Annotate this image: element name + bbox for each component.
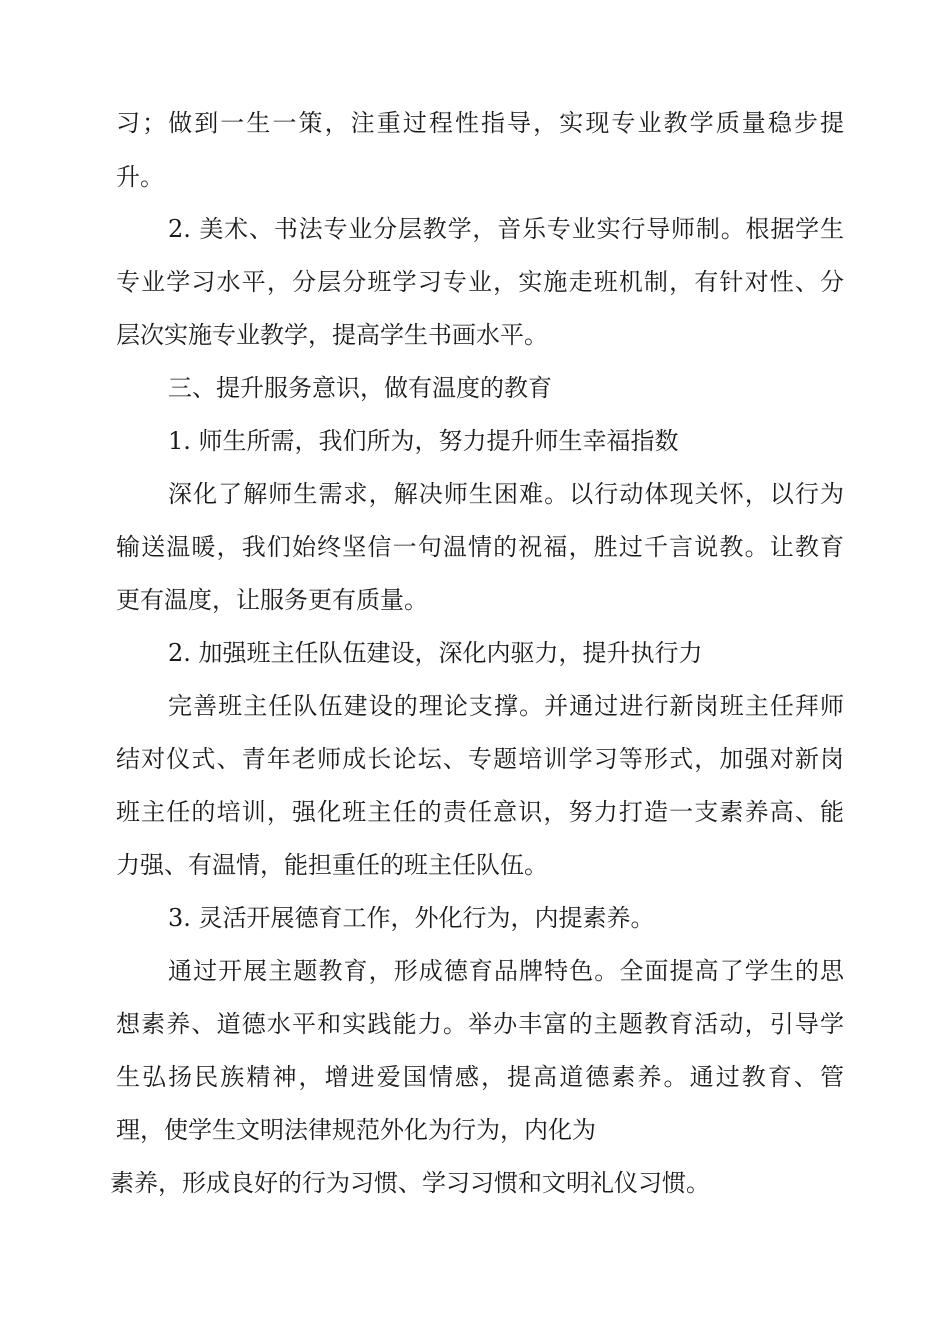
text-line: 升。 [116,163,164,191]
text-line: 层次实施专业教学，提高学生书画水平。 [116,321,548,349]
text-line: 完善班主任队伍建设的理论支撑。并通过进行新岗班主任拜师 [168,692,844,720]
text-line: 理，使学生文明法律规范外化为行为，内化为 [116,1116,596,1144]
text-line: 深化了解师生需求，解决师生困难。以行动体现关怀，以行为 [168,480,844,508]
subsection-heading: 3. 灵活开展德育工作，外化行为，内提素养。 [168,904,655,932]
text-line: 力强、有温情，能担重任的班主任队伍。 [116,851,548,879]
text-line: 素养，形成良好的行为习惯、学习习惯和文明礼仪习惯。 [110,1169,710,1197]
text-line: 班主任的培训，强化班主任的责任意识，努力打造一支素养高、能 [116,798,844,826]
text-line: 输送温暖，我们始终坚信一句温情的祝福，胜过千言说教。让教育 [116,533,844,561]
text-line: 专业学习水平，分层分班学习专业，实施走班机制，有针对性、分 [116,268,844,296]
text-line: 习；做到一生一策，注重过程性指导，实现专业教学质量稳步提 [116,109,844,137]
text-line: 2. 美术、书法专业分层教学，音乐专业实行导师制。根据学生 [168,215,844,243]
text-line: 想素养、道德水平和实践能力。举办丰富的主题教育活动，引导学 [116,1010,844,1038]
text-line: 更有温度，让服务更有质量。 [116,586,428,614]
text-line: 通过开展主题教育，形成德育品牌特色。全面提高了学生的思 [168,957,844,985]
subsection-heading: 2. 加强班主任队伍建设，深化内驱力，提升执行力 [168,639,703,667]
text-line: 结对仪式、青年老师成长论坛、专题培训学习等形式，加强对新岗 [116,745,844,773]
subsection-heading: 1. 师生所需，我们所为，努力提升师生幸福指数 [168,427,679,455]
section-heading: 三、提升服务意识，做有温度的教育 [168,374,552,402]
text-line: 生弘扬民族精神，增进爱国情感，提高道德素养。通过教育、管 [116,1063,844,1091]
